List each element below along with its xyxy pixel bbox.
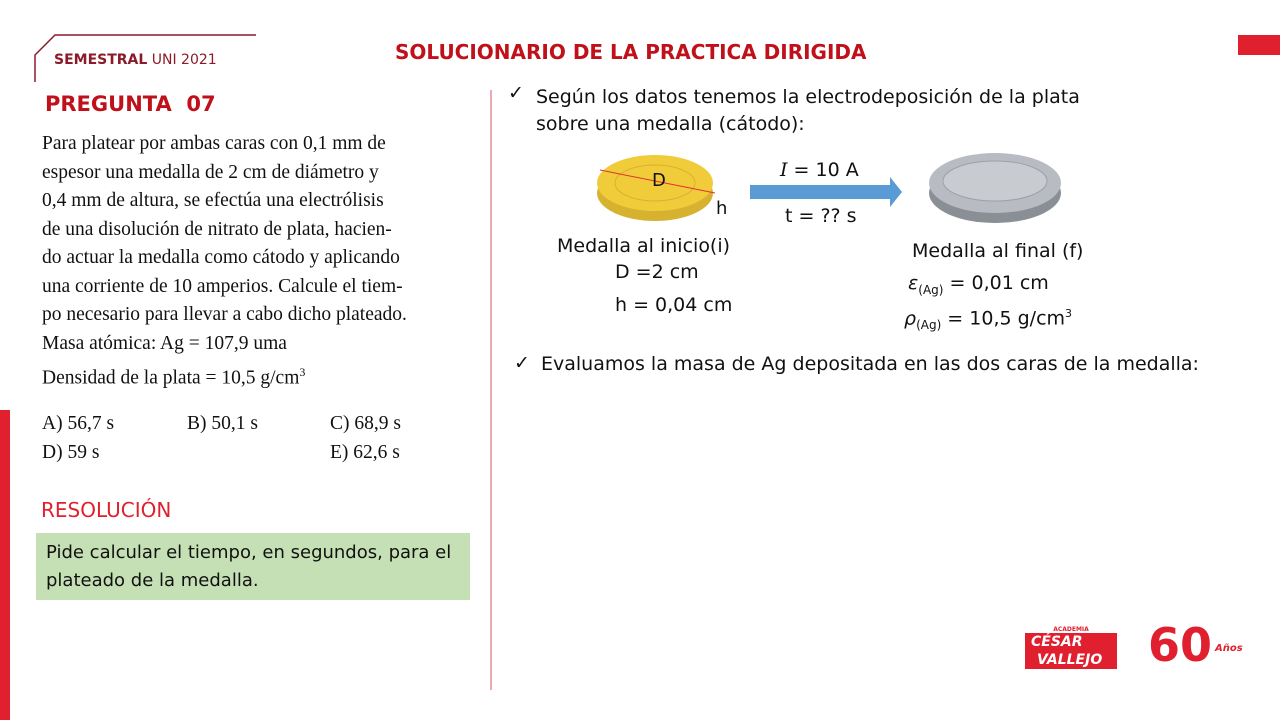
height-label: h — [716, 198, 728, 219]
page-title: SOLUCIONARIO DE LA PRACTICA DIRIGIDA — [395, 40, 867, 64]
option-b: B) 50,1 s — [187, 413, 258, 434]
final-title: Medalla al final (f) — [912, 240, 1084, 262]
course-label: SEMESTRAL UNI 2021 — [54, 52, 217, 68]
option-e: E) 62,6 s — [330, 442, 400, 463]
option-d: D) 59 s — [42, 442, 100, 463]
initial-height: h = 0,04 cm — [615, 294, 733, 316]
question-label: PREGUNTA 07 — [45, 92, 216, 116]
check-icon-2: ✓ — [514, 352, 530, 374]
time-label: t = ?? s — [785, 205, 857, 227]
option-a: A) 56,7 s — [42, 413, 115, 434]
option-c: C) 68,9 s — [330, 413, 401, 434]
cesar-vallejo-logo: ACADEMIA CÉSAR VALLEJO — [1025, 626, 1117, 674]
diameter-label: D — [652, 170, 666, 191]
current-label: I = 10 A — [780, 159, 859, 181]
thickness-value: $\varepsilon_{(Ag)} = 0,01$ cm — [908, 272, 1049, 297]
initial-title: Medalla al inicio(i) — [557, 235, 731, 257]
question-text: Para platear por ambas caras con 0,1 mm de espesor una medalla de 2 cm de diámetro y 0,4 mm de altura, se efectúa una electrólisis de una disolución de nitrato de plata, hacien- do actuar la medalla como cátodo y aplicando una corriente de 10 amperios. Calcule el tiem- po necesario para llevar a cabo dicho plateado. Masa atómica: Ag = 107,9 uma Densidad de la plata = 10,5 $g/cm^3$ — [42, 133, 407, 389]
initial-diameter: D =2 cm — [615, 261, 699, 283]
sixty-years-logo: 60 Años — [1148, 618, 1243, 672]
point-2: Evaluamos la masa de Ag depositada en las dos caras de la medalla: — [541, 353, 1199, 375]
check-icon: ✓ — [508, 82, 524, 104]
resolution-label: RESOLUCIÓN — [41, 498, 172, 522]
resolution-box: Pide calcular el tiempo, en segundos, para el plateado de la medalla. — [36, 533, 470, 600]
point-1: Según los datos tenemos la electrodeposición de la plata sobre una medalla (cátodo): — [536, 86, 1080, 135]
density-value: $\rho_{(Ag)} = 10,5$ $g/cm^3$ — [904, 307, 1073, 333]
